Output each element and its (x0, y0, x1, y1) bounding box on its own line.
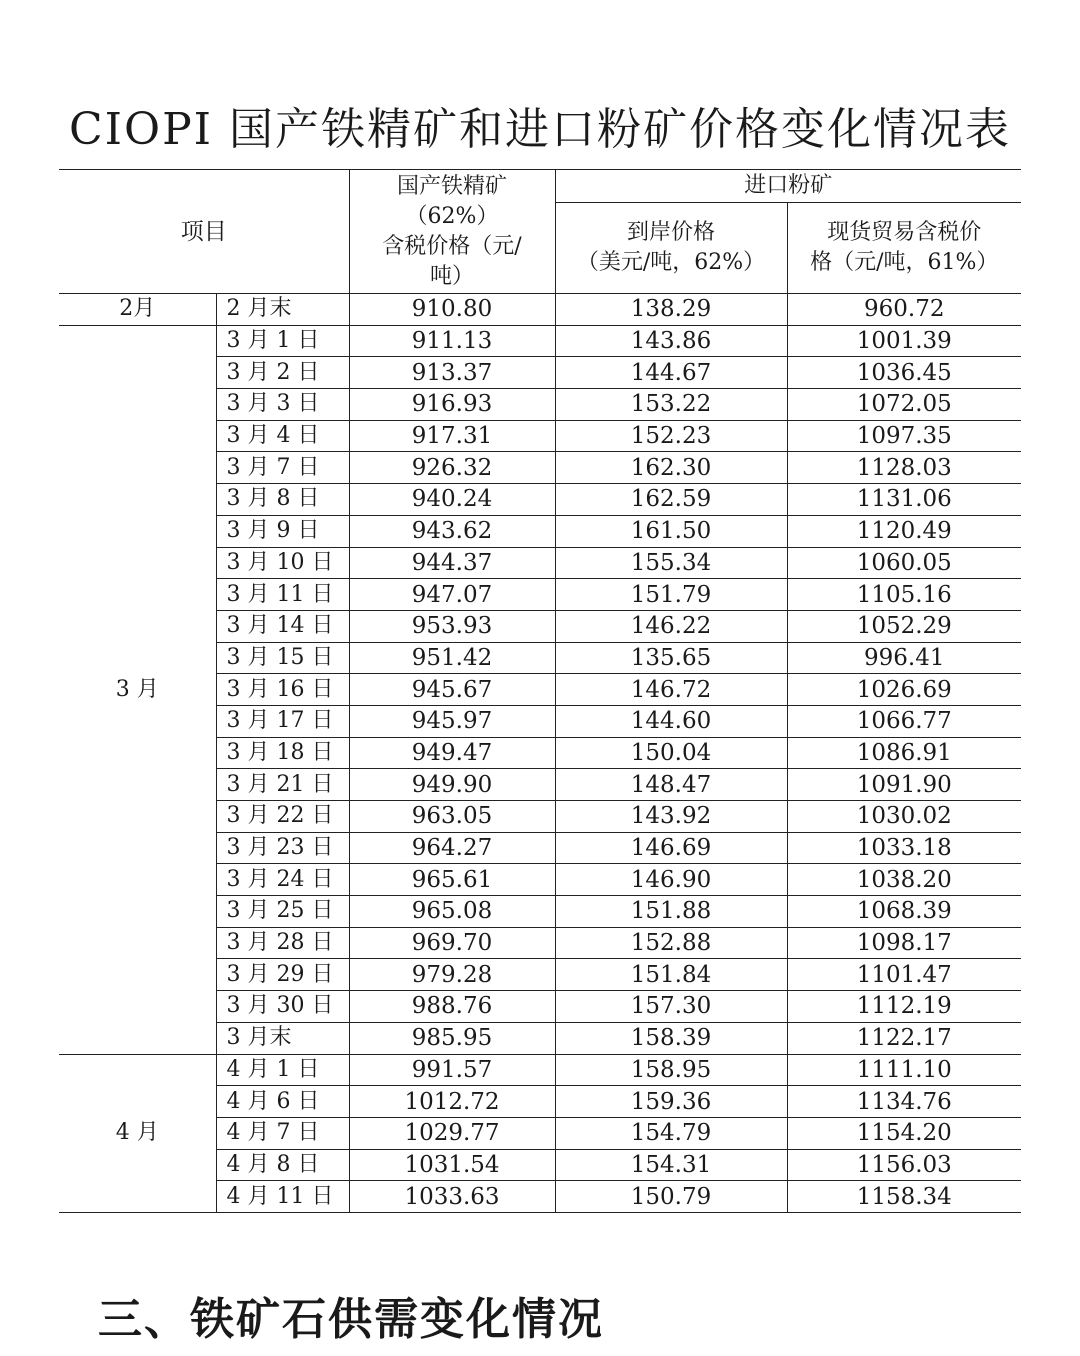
spot-price-cell: 1128.03 (787, 452, 1021, 484)
landed-price-cell: 146.22 (555, 610, 787, 642)
spot-price-cell: 1072.05 (787, 389, 1021, 421)
header-project: 项目 (59, 170, 349, 294)
domestic-price-cell: 917.31 (349, 420, 555, 452)
spot-price-cell: 1030.02 (787, 801, 1021, 833)
domestic-price-cell: 965.08 (349, 896, 555, 928)
section-heading: 三、铁矿石供需变化情况 (98, 1294, 604, 1345)
domestic-price-cell: 988.76 (349, 991, 555, 1023)
price-table (59, 169, 1021, 1213)
spot-price-cell: 1033.18 (787, 832, 1021, 864)
spot-price-cell: 996.41 (787, 642, 1021, 674)
spot-price-cell: 1158.34 (787, 1181, 1021, 1213)
date-cell: 3 月 9 日 (216, 515, 349, 547)
date-cell: 4 月 6 日 (216, 1086, 349, 1118)
domestic-price-cell: 1012.72 (349, 1086, 555, 1118)
spot-price-cell: 1026.69 (787, 674, 1021, 706)
landed-price-cell: 157.30 (555, 991, 787, 1023)
spot-price-cell: 1086.91 (787, 737, 1021, 769)
domestic-price-cell: 944.37 (349, 547, 555, 579)
date-cell: 3 月 7 日 (216, 452, 349, 484)
landed-price-cell: 153.22 (555, 389, 787, 421)
spot-price-cell: 1120.49 (787, 515, 1021, 547)
domestic-price-cell: 916.93 (349, 389, 555, 421)
domestic-price-cell: 947.07 (349, 579, 555, 611)
date-cell: 4 月 8 日 (216, 1149, 349, 1181)
landed-price-cell: 138.29 (555, 294, 787, 326)
landed-price-cell: 152.23 (555, 420, 787, 452)
spot-price-cell: 1091.90 (787, 769, 1021, 801)
spot-price-cell: 1122.17 (787, 1022, 1021, 1054)
date-cell: 3 月 10 日 (216, 547, 349, 579)
domestic-price-cell: 945.97 (349, 705, 555, 737)
landed-price-cell: 148.47 (555, 769, 787, 801)
date-cell: 3 月 2 日 (216, 357, 349, 389)
spot-price-cell: 1060.05 (787, 547, 1021, 579)
spot-price-cell: 1066.77 (787, 705, 1021, 737)
domestic-price-cell: 979.28 (349, 959, 555, 991)
header-domestic-line-2: （62%） (405, 203, 499, 229)
spot-price-cell: 1097.35 (787, 420, 1021, 452)
spot-price-cell: 1038.20 (787, 864, 1021, 896)
landed-price-cell: 144.67 (555, 357, 787, 389)
date-cell: 4 月 11 日 (216, 1181, 349, 1213)
landed-price-cell: 143.86 (555, 325, 787, 357)
date-cell: 3 月 29 日 (216, 959, 349, 991)
header-spot-price (787, 203, 1021, 294)
date-cell: 3 月 4 日 (216, 420, 349, 452)
spot-price-cell: 1068.39 (787, 896, 1021, 928)
table-row (59, 1054, 1021, 1086)
landed-price-cell: 155.34 (555, 547, 787, 579)
landed-price-cell: 162.59 (555, 484, 787, 516)
date-cell: 3 月 16 日 (216, 674, 349, 706)
landed-price-cell: 154.79 (555, 1117, 787, 1149)
page-title: CIOPI 国产铁精矿和进口粉矿价格变化情况表 (68, 104, 1012, 155)
landed-price-cell: 159.36 (555, 1086, 787, 1118)
spot-price-cell: 1134.76 (787, 1086, 1021, 1118)
domestic-price-cell: 913.37 (349, 357, 555, 389)
month-cell: 3 月 (59, 325, 216, 1054)
table-row (59, 325, 1021, 357)
landed-price-cell: 143.92 (555, 801, 787, 833)
landed-price-cell: 161.50 (555, 515, 787, 547)
spot-price-cell: 1098.17 (787, 927, 1021, 959)
spot-price-cell: 1112.19 (787, 991, 1021, 1023)
spot-price-cell: 1156.03 (787, 1149, 1021, 1181)
landed-price-cell: 144.60 (555, 705, 787, 737)
date-cell: 3 月 24 日 (216, 864, 349, 896)
spot-price-cell: 1101.47 (787, 959, 1021, 991)
landed-price-cell: 162.30 (555, 452, 787, 484)
domestic-price-cell: 1029.77 (349, 1117, 555, 1149)
domestic-price-cell: 1031.54 (349, 1149, 555, 1181)
landed-price-cell: 135.65 (555, 642, 787, 674)
spot-price-cell: 960.72 (787, 294, 1021, 326)
domestic-price-cell: 964.27 (349, 832, 555, 864)
landed-price-cell: 151.88 (555, 896, 787, 928)
landed-price-cell: 150.04 (555, 737, 787, 769)
landed-price-cell: 146.69 (555, 832, 787, 864)
domestic-price-cell: 911.13 (349, 325, 555, 357)
header-landed-line-2: （美元/吨，62%） (576, 250, 766, 275)
date-cell: 3 月 15 日 (216, 642, 349, 674)
domestic-price-cell: 985.95 (349, 1022, 555, 1054)
date-cell: 4 月 7 日 (216, 1117, 349, 1149)
header-imported-fines: 进口粉矿 (555, 170, 1021, 203)
date-cell: 4 月 1 日 (216, 1054, 349, 1086)
landed-price-cell: 154.31 (555, 1149, 787, 1181)
domestic-price-cell: 940.24 (349, 484, 555, 516)
header-spot-line-1: 现货贸易含税价 (827, 220, 982, 245)
domestic-price-cell: 953.93 (349, 610, 555, 642)
header-domestic-line-1: 国产铁精矿 (396, 173, 507, 199)
domestic-price-cell: 910.80 (349, 294, 555, 326)
date-cell: 3 月 17 日 (216, 705, 349, 737)
date-cell: 3 月 11 日 (216, 579, 349, 611)
domestic-price-cell: 951.42 (349, 642, 555, 674)
spot-price-cell: 1052.29 (787, 610, 1021, 642)
date-cell: 3 月 30 日 (216, 991, 349, 1023)
spot-price-cell: 1001.39 (787, 325, 1021, 357)
header-domestic-line-4: 吨） (429, 263, 474, 289)
domestic-price-cell: 965.61 (349, 864, 555, 896)
date-cell: 3 月 28 日 (216, 927, 349, 959)
spot-price-cell: 1105.16 (787, 579, 1021, 611)
header-spot-line-2: 格（元/吨，61%） (810, 250, 999, 275)
date-cell: 2 月末 (216, 294, 349, 326)
header-domestic-line-3: 含税价格（元/ (382, 233, 522, 259)
landed-price-cell: 158.95 (555, 1054, 787, 1086)
landed-price-cell: 151.84 (555, 959, 787, 991)
date-cell: 3 月 3 日 (216, 389, 349, 421)
month-cell: 2月 (59, 294, 216, 326)
date-cell: 3 月 1 日 (216, 325, 349, 357)
domestic-price-cell: 991.57 (349, 1054, 555, 1086)
landed-price-cell: 151.79 (555, 579, 787, 611)
landed-price-cell: 150.79 (555, 1181, 787, 1213)
date-cell: 3 月 14 日 (216, 610, 349, 642)
landed-price-cell: 158.39 (555, 1022, 787, 1054)
domestic-price-cell: 949.47 (349, 737, 555, 769)
date-cell: 3 月 25 日 (216, 896, 349, 928)
header-landed-line-1: 到岸价格 (626, 220, 715, 245)
landed-price-cell: 146.72 (555, 674, 787, 706)
date-cell: 3 月 22 日 (216, 801, 349, 833)
spot-price-cell: 1131.06 (787, 484, 1021, 516)
spot-price-cell: 1036.45 (787, 357, 1021, 389)
date-cell: 3 月末 (216, 1022, 349, 1054)
month-cell: 4 月 (59, 1054, 216, 1212)
table-row (59, 294, 1021, 326)
spot-price-cell: 1111.10 (787, 1054, 1021, 1086)
domestic-price-cell: 1033.63 (349, 1181, 555, 1213)
header-domestic-price (349, 170, 555, 294)
domestic-price-cell: 943.62 (349, 515, 555, 547)
domestic-price-cell: 963.05 (349, 801, 555, 833)
landed-price-cell: 152.88 (555, 927, 787, 959)
domestic-price-cell: 926.32 (349, 452, 555, 484)
table-body (59, 294, 1021, 1213)
date-cell: 3 月 23 日 (216, 832, 349, 864)
header-landed-price (555, 203, 787, 294)
date-cell: 3 月 18 日 (216, 737, 349, 769)
date-cell: 3 月 21 日 (216, 769, 349, 801)
domestic-price-cell: 949.90 (349, 769, 555, 801)
date-cell: 3 月 8 日 (216, 484, 349, 516)
landed-price-cell: 146.90 (555, 864, 787, 896)
domestic-price-cell: 969.70 (349, 927, 555, 959)
domestic-price-cell: 945.67 (349, 674, 555, 706)
spot-price-cell: 1154.20 (787, 1117, 1021, 1149)
